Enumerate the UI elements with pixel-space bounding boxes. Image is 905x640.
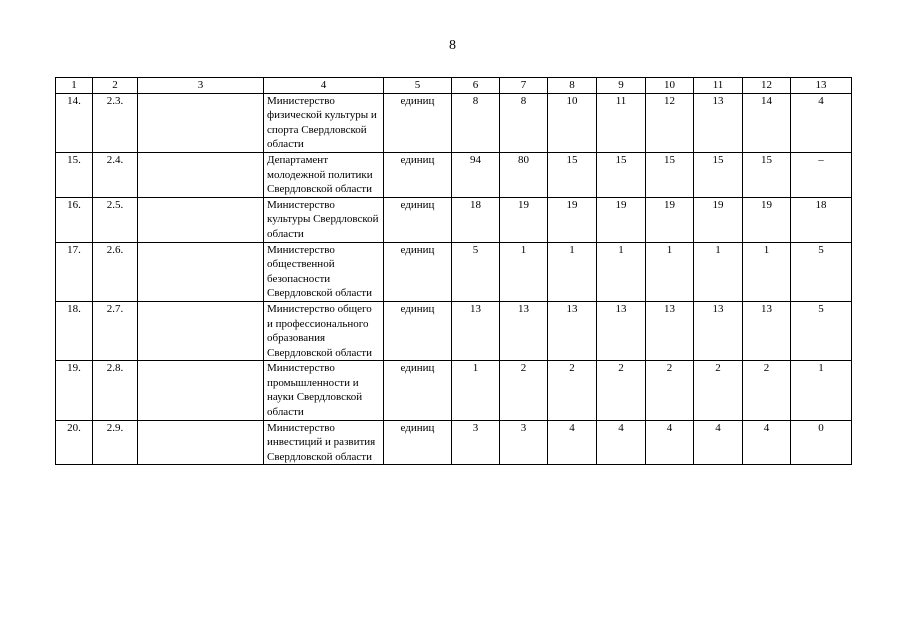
value-cell: 4 bbox=[791, 93, 852, 152]
value-cell: 4 bbox=[646, 420, 694, 465]
value-cell: 5 bbox=[791, 242, 852, 301]
value-cell: 5 bbox=[791, 301, 852, 360]
value-cell: 19 bbox=[548, 197, 597, 242]
column-header: 8 bbox=[548, 78, 597, 94]
value-cell: 15 bbox=[694, 152, 743, 197]
column-header: 1 bbox=[56, 78, 93, 94]
value-cell: 18 bbox=[791, 197, 852, 242]
value-cell: 1 bbox=[500, 242, 548, 301]
organization-cell: Министерство физической культуры и спорта Свердловской области bbox=[264, 93, 384, 152]
value-cell: 4 bbox=[597, 420, 646, 465]
item-code-cell: 2.9. bbox=[93, 420, 138, 465]
row-number-cell: 15. bbox=[56, 152, 93, 197]
value-cell: 0 bbox=[791, 420, 852, 465]
organization-cell: Министерство инвестиций и развития Свердловской области bbox=[264, 420, 384, 465]
item-code-cell: 2.5. bbox=[93, 197, 138, 242]
column-3-cell bbox=[138, 301, 264, 360]
column-3-cell bbox=[138, 152, 264, 197]
item-code-cell: 2.6. bbox=[93, 242, 138, 301]
item-code-cell: 2.3. bbox=[93, 93, 138, 152]
column-3-cell bbox=[138, 93, 264, 152]
item-code-cell: 2.7. bbox=[93, 301, 138, 360]
unit-cell: единиц bbox=[384, 152, 452, 197]
column-header: 3 bbox=[138, 78, 264, 94]
row-number-cell: 18. bbox=[56, 301, 93, 360]
value-cell: 8 bbox=[500, 93, 548, 152]
unit-cell: единиц bbox=[384, 420, 452, 465]
row-number-cell: 16. bbox=[56, 197, 93, 242]
column-3-cell bbox=[138, 242, 264, 301]
unit-cell: единиц bbox=[384, 242, 452, 301]
column-3-cell bbox=[138, 361, 264, 420]
value-cell: 13 bbox=[597, 301, 646, 360]
value-cell: – bbox=[791, 152, 852, 197]
unit-cell: единиц bbox=[384, 93, 452, 152]
value-cell: 1 bbox=[694, 242, 743, 301]
value-cell: 13 bbox=[548, 301, 597, 360]
value-cell: 13 bbox=[646, 301, 694, 360]
value-cell: 3 bbox=[452, 420, 500, 465]
column-header: 9 bbox=[597, 78, 646, 94]
column-header: 12 bbox=[743, 78, 791, 94]
value-cell: 80 bbox=[500, 152, 548, 197]
unit-cell: единиц bbox=[384, 361, 452, 420]
value-cell: 12 bbox=[646, 93, 694, 152]
value-cell: 3 bbox=[500, 420, 548, 465]
column-3-cell bbox=[138, 420, 264, 465]
table-row bbox=[56, 361, 852, 420]
value-cell: 15 bbox=[548, 152, 597, 197]
value-cell: 13 bbox=[452, 301, 500, 360]
row-number-cell: 14. bbox=[56, 93, 93, 152]
column-header: 11 bbox=[694, 78, 743, 94]
table-row bbox=[56, 301, 852, 360]
value-cell: 2 bbox=[597, 361, 646, 420]
value-cell: 94 bbox=[452, 152, 500, 197]
value-cell: 15 bbox=[597, 152, 646, 197]
value-cell: 11 bbox=[597, 93, 646, 152]
data-table bbox=[55, 77, 852, 465]
value-cell: 5 bbox=[452, 242, 500, 301]
organization-cell: Департамент молодежной политики Свердловской области bbox=[264, 152, 384, 197]
organization-cell: Министерство культуры Свердловской области bbox=[264, 197, 384, 242]
value-cell: 2 bbox=[500, 361, 548, 420]
page-number: 8 bbox=[449, 38, 456, 53]
value-cell: 1 bbox=[548, 242, 597, 301]
value-cell: 1 bbox=[646, 242, 694, 301]
value-cell: 19 bbox=[646, 197, 694, 242]
value-cell: 2 bbox=[694, 361, 743, 420]
header-row bbox=[56, 78, 852, 94]
table-row bbox=[56, 197, 852, 242]
table-row bbox=[56, 93, 852, 152]
value-cell: 13 bbox=[694, 93, 743, 152]
column-header: 7 bbox=[500, 78, 548, 94]
value-cell: 2 bbox=[743, 361, 791, 420]
value-cell: 13 bbox=[743, 301, 791, 360]
value-cell: 2 bbox=[548, 361, 597, 420]
value-cell: 4 bbox=[743, 420, 791, 465]
value-cell: 1 bbox=[791, 361, 852, 420]
column-header: 5 bbox=[384, 78, 452, 94]
value-cell: 2 bbox=[646, 361, 694, 420]
table-body bbox=[56, 93, 852, 465]
value-cell: 8 bbox=[452, 93, 500, 152]
organization-cell: Министерство общего и профессионального образования Свердловской области bbox=[264, 301, 384, 360]
value-cell: 19 bbox=[597, 197, 646, 242]
value-cell: 1 bbox=[597, 242, 646, 301]
value-cell: 1 bbox=[452, 361, 500, 420]
value-cell: 15 bbox=[646, 152, 694, 197]
value-cell: 13 bbox=[500, 301, 548, 360]
unit-cell: единиц bbox=[384, 301, 452, 360]
value-cell: 15 bbox=[743, 152, 791, 197]
unit-cell: единиц bbox=[384, 197, 452, 242]
row-number-cell: 17. bbox=[56, 242, 93, 301]
value-cell: 4 bbox=[694, 420, 743, 465]
organization-cell: Министерство промышленности и науки Свердловской области bbox=[264, 361, 384, 420]
item-code-cell: 2.4. bbox=[93, 152, 138, 197]
value-cell: 19 bbox=[500, 197, 548, 242]
table-row bbox=[56, 420, 852, 465]
row-number-cell: 20. bbox=[56, 420, 93, 465]
value-cell: 1 bbox=[743, 242, 791, 301]
column-header: 10 bbox=[646, 78, 694, 94]
column-header: 13 bbox=[791, 78, 852, 94]
value-cell: 10 bbox=[548, 93, 597, 152]
row-number-cell: 19. bbox=[56, 361, 93, 420]
column-header: 4 bbox=[264, 78, 384, 94]
column-header: 2 bbox=[93, 78, 138, 94]
value-cell: 18 bbox=[452, 197, 500, 242]
value-cell: 13 bbox=[694, 301, 743, 360]
table-row bbox=[56, 152, 852, 197]
value-cell: 4 bbox=[548, 420, 597, 465]
table-row bbox=[56, 242, 852, 301]
value-cell: 14 bbox=[743, 93, 791, 152]
item-code-cell: 2.8. bbox=[93, 361, 138, 420]
organization-cell: Министерство общественной безопасности Свердловской области bbox=[264, 242, 384, 301]
column-header: 6 bbox=[452, 78, 500, 94]
value-cell: 19 bbox=[694, 197, 743, 242]
value-cell: 19 bbox=[743, 197, 791, 242]
column-3-cell bbox=[138, 197, 264, 242]
